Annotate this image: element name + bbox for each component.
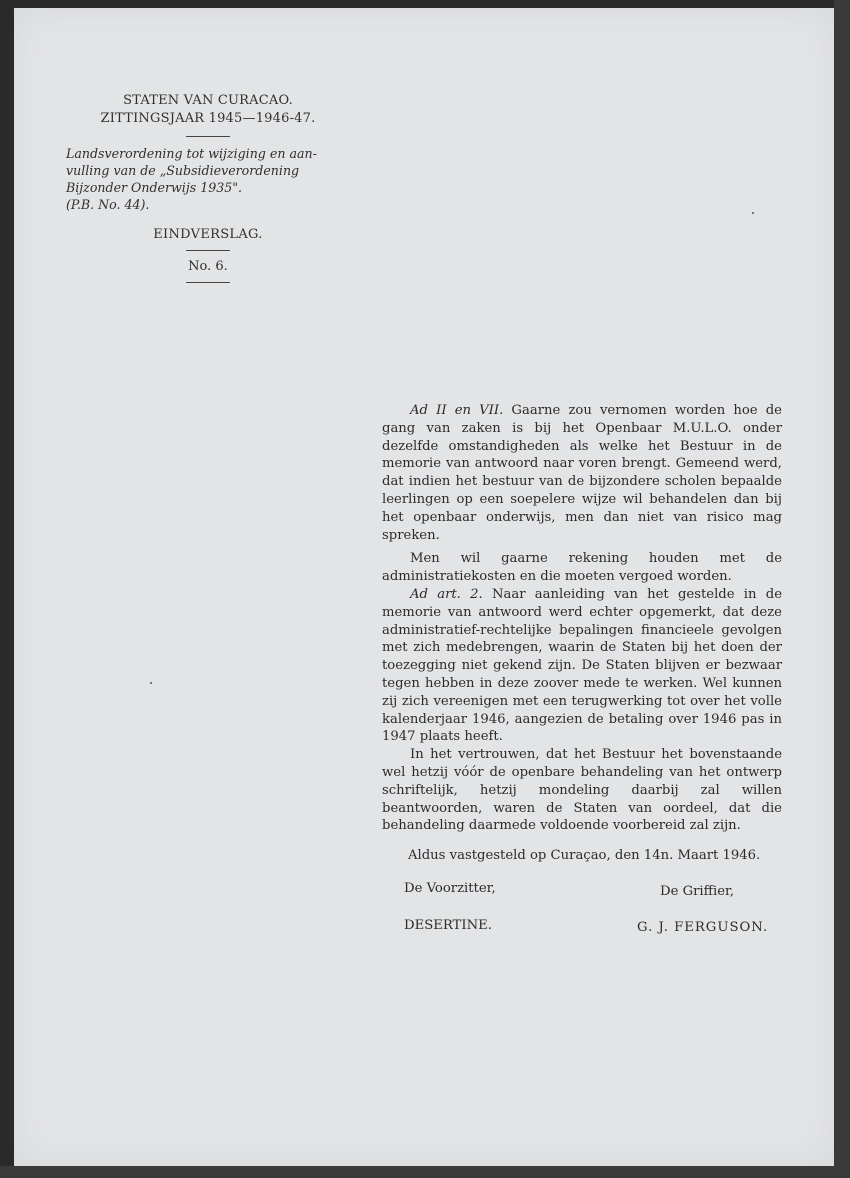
paragraph-lead: Ad art. 2. xyxy=(410,586,483,602)
paragraph xyxy=(382,586,782,746)
paragraph-text: In het vertrouwen, dat het Bestuur het bovenstaande wel hetzij vóór de openbare behandeling van het ontwerp schriftelijk, hetzij mondeling daarbij zal willen beantwoorden, waren de Staten van oordeel, dat die behandeling daarmede voldoende voorbereid zal zijn. xyxy=(382,747,782,834)
subject-line: (P.B. No. 44). xyxy=(66,197,150,212)
paragraph xyxy=(382,402,782,544)
paper-speck xyxy=(752,212,754,214)
divider xyxy=(186,136,230,137)
closing-statement: Aldus vastgesteld op Curaçao, den 14n. Maart 1946. xyxy=(408,848,761,863)
report-number: No. 6. xyxy=(188,259,228,274)
subject-line: Landsverordening tot wijziging en aan- xyxy=(66,146,317,161)
header-title: STATEN VAN CURACAO. xyxy=(123,93,293,108)
report-body xyxy=(382,402,782,835)
clerk-name: G. J. FERGUSON. xyxy=(637,920,769,935)
divider xyxy=(186,250,230,251)
header-subject xyxy=(66,145,358,213)
scan-border-bottom xyxy=(0,1166,850,1178)
paragraph xyxy=(382,746,782,835)
chairman-name: DESERTINE. xyxy=(404,918,492,933)
paragraph-text: Men wil gaarne rekening houden met de administratiekosten en die moeten vergoed worden. xyxy=(382,551,782,585)
paragraph xyxy=(382,550,782,586)
chairman-role: De Voorzitter, xyxy=(404,881,496,896)
document-header xyxy=(58,92,358,291)
paragraph-text: Naar aanleiding van het gestelde in de memorie van antwoord werd echter opgemerkt, dat deze administratief-rechtelijke bepalingen financieele gevolgen met zich medebrengen, waarin de Staten bij het doen der toezegging niet gekend zijn. De Staten blijven er bezwaar tegen hebben in deze zoover mede te werken. Wel kunnen zij zich vereenigen met een terugwerking tot over het volle kalenderjaar 1946, aangezien de betaling over 1946 pas in 1947 plaats heeft. xyxy=(382,586,782,745)
subject-line: Bijzonder Onderwijs 1935". xyxy=(66,180,243,195)
subject-line: vulling van de „Subsidieverordening xyxy=(66,163,300,178)
paragraph-lead: Ad II en VII. xyxy=(410,403,504,418)
divider xyxy=(186,282,230,283)
paper-speck xyxy=(150,682,152,684)
header-session: ZITTINGSJAAR 1945—1946-47. xyxy=(100,111,316,126)
scan-border-right xyxy=(834,0,850,1178)
clerk-role: De Griffier, xyxy=(660,884,735,899)
report-title: EINDVERSLAG. xyxy=(153,227,263,242)
paragraph-text: Gaarne zou vernomen worden hoe de gang van zaken is bij het Openbaar M.U.L.O. onder dezelfde omstandigheden als welke het Bestuur in de memorie van antwoord naar voren brengt. Gemeend werd, dat indien het bestuur van de bijzondere scholen bepaalde leerlingen op een soepelere wijze wil behandelen dan bij het openbaar onderwijs, men dan niet van risico mag spreken. xyxy=(382,403,782,543)
